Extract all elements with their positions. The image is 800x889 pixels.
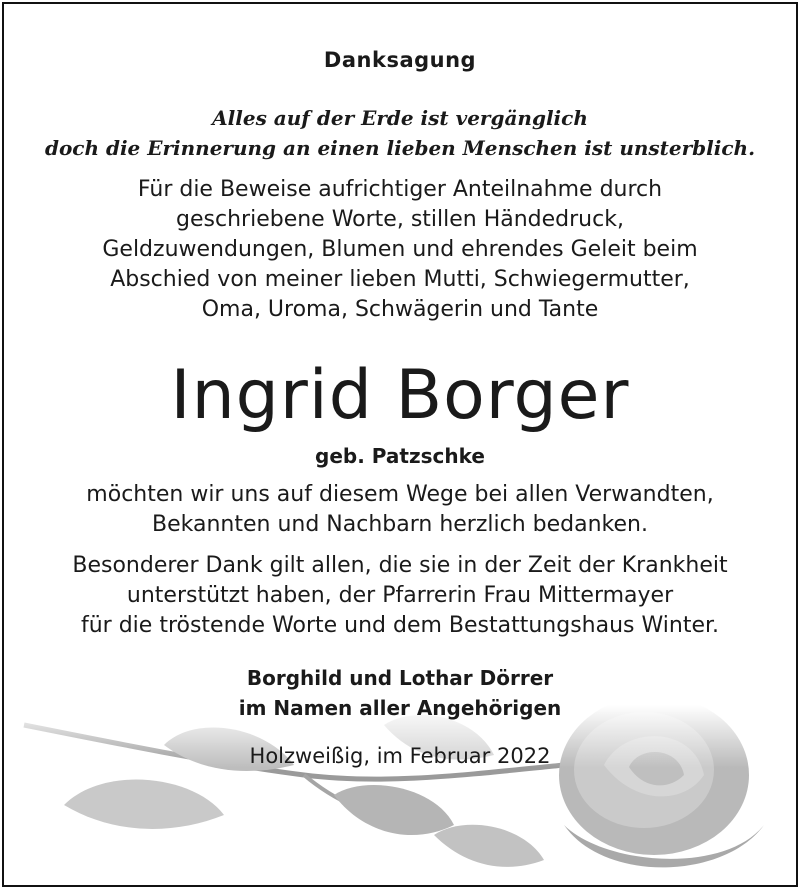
intro-line: geschriebene Worte, stillen Händedruck, <box>176 207 624 232</box>
special-thanks-line: Besonderer Dank gilt allen, die sie in der Zeit der Krankheit <box>72 553 728 578</box>
special-thanks-line: unterstützt haben, der Pfarrerin Frau Mittermayer <box>126 583 674 608</box>
deceased-name: Ingrid Borger <box>170 356 630 435</box>
special-thanks-line: für die tröstende Worte und dem Bestattungshaus Winter. <box>80 613 720 638</box>
intro-line: Oma, Uroma, Schwägerin und Tante <box>201 297 599 322</box>
motto-line: Alles auf der Erde ist vergänglich <box>212 106 588 130</box>
thanks-line: Bekannten und Nachbarn herzlich bedanken. <box>152 512 648 537</box>
signer-line: Borghild und Lothar Dörrer <box>246 666 554 690</box>
intro-line: Abschied von meiner lieben Mutti, Schwiegermutter, <box>110 267 690 292</box>
intro-paragraph <box>4 175 796 325</box>
thanks-paragraph <box>4 480 796 540</box>
obituary-frame <box>2 2 798 887</box>
motto-line: doch die Erinnerung an einen lieben Menschen ist unsterblich. <box>44 136 756 160</box>
intro-line: Für die Beweise aufrichtiger Anteilnahme durch <box>137 177 663 202</box>
signers <box>4 663 796 723</box>
thanks-line: möchten wir uns auf diesem Wege bei allen Verwandten, <box>86 482 714 507</box>
rose-illustration <box>4 705 796 885</box>
signer-line: im Namen aller Angehörigen <box>238 696 562 720</box>
place-date: Holzweißig, im Februar 2022 <box>249 744 551 768</box>
motto <box>4 103 796 163</box>
maiden-name: geb. Patzschke <box>315 444 485 468</box>
intro-line: Geldzuwendungen, Blumen und ehrendes Geleit beim <box>102 237 698 262</box>
special-thanks-paragraph <box>4 551 796 641</box>
heading: Danksagung <box>323 48 477 72</box>
